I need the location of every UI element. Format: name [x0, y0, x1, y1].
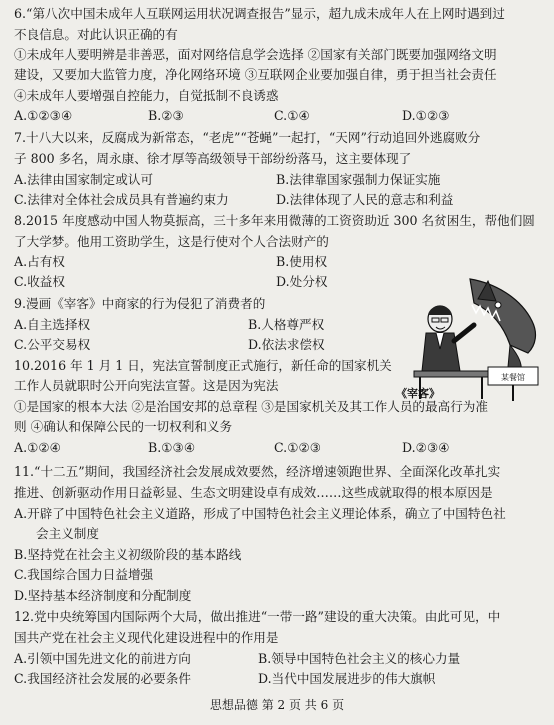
- q12-option-b: B.领导中国特色社会主义的核心力量: [258, 651, 461, 666]
- q10-option-d: D.②③④: [402, 440, 450, 455]
- q7-stem-line1: 7.十八大以来，反腐成为新常态，“老虎”“苍蝇”一起打，“天网”行动追回外逃腐败分: [14, 130, 481, 145]
- q11-option-c: C.我国综合国力日益增强: [14, 567, 154, 582]
- q6-option-d: D.①②③: [402, 108, 450, 123]
- q6-option-a: A.①②③④: [14, 108, 73, 123]
- q7-option-a: A.法律由国家制定或认可: [14, 172, 154, 187]
- q8-option-d: D.处分权: [276, 274, 328, 289]
- q10-option-c: C.①②③: [274, 440, 322, 455]
- q11-option-d: D.坚持基本经济制度和分配制度: [14, 588, 192, 603]
- q11-stem-line1: 11.“十二五”期间，我国经济社会发展成效要然，经济增速领跑世界、全面深化改革扎实: [14, 464, 501, 479]
- q6-stem-line2: 不良信息。对此认识正确的有: [14, 27, 178, 42]
- q9-option-b: B.人格尊严权: [248, 317, 325, 332]
- q10-stem-line2: 工作人员就职时公开向宪法宣誓。这是因为宪法: [14, 378, 279, 393]
- q11-option-a-line1: A.开辟了中国特色社会主义道路，形成了中国特色社会主义理论体系，确立了中国特色社: [14, 506, 506, 521]
- q12-option-a: A.引领中国先进文化的前进方向: [14, 651, 191, 666]
- q9-option-c: C.公平交易权: [14, 337, 91, 352]
- q9-option-a: A.自主选择权: [14, 317, 91, 332]
- q7-option-d: D.法律体现了人民的意志和利益: [276, 192, 454, 207]
- q6-option-b: B.②③: [148, 108, 184, 123]
- q9-option-d: D.依法求偿权: [248, 337, 325, 352]
- q10-statement-2: 则 ④确认和保障公民的一切权利和义务: [14, 419, 233, 434]
- q12-stem-line1: 12.党中央统筹国内国际两个大局，做出推进“一带一路”建设的重大决策。由此可见，中: [14, 609, 501, 624]
- q8-option-a: A.占有权: [14, 254, 65, 269]
- q10-option-a: A.①②④: [14, 440, 61, 455]
- q7-option-c: C.法律对全体社会成员具有普遍约束力: [14, 192, 229, 207]
- q11-option-b: B.坚持党在社会主义初级阶段的基本路线: [14, 547, 242, 562]
- q9-stem: 9.漫画《宰客》中商家的行为侵犯了消费者的: [14, 296, 266, 311]
- q10-statement-1: ①是国家的根本大法 ②是治国安邦的总章程 ③是国家机关及其工作人员的最高行为准: [14, 399, 488, 414]
- q8-option-c: C.收益权: [14, 274, 65, 289]
- q12-option-d: D.当代中国发展进步的伟大旗帜: [258, 671, 436, 686]
- q12-option-c: C.我国经济社会发展的必要条件: [14, 671, 191, 686]
- page-footer: 思想品德 第 2 页 共 6 页: [209, 698, 345, 712]
- q11-option-a-line2: 会主义制度: [36, 526, 99, 541]
- q10-stem-line1: 10.2016 年 1 月 1 日，宪法宣誓制度正式施行，新任命的国家机关: [14, 358, 392, 373]
- cartoon-title: 《宰客》: [396, 387, 440, 400]
- q7-stem-line2: 子 800 多名，周永康、徐才厚等高级领导干部纷纷落马，这主要体现了: [14, 151, 412, 166]
- q6-statement-2: 建设，又要加大监管力度，净化网络环境 ③互联网企业要加强自律，勇于担当社会责任: [14, 67, 497, 82]
- q10-option-b: B.①③④: [148, 440, 196, 455]
- q6-statement-1: ①未成年人要明辨是非善恶，面对网络信息学会选择 ②国家有关部门既要加强网络文明: [14, 47, 497, 62]
- q6-statement-3: ④未成年人要增强自控能力，自觉抵制不良诱惑: [14, 88, 279, 103]
- cartoon-sign-text: 某餐馆: [501, 373, 525, 382]
- q12-stem-line2: 国共产党在社会主义现代化建设进程中的作用是: [14, 630, 279, 645]
- q6-stem-line1: 6.“第八次中国未成年人互联网运用状况调查报告”显示，超九成未成年人在上网时遇到过: [14, 6, 505, 21]
- q11-stem-line2: 推进、创新驱动作用日益彰显、生态文明建设卓有成效……这些成就取得的根本原因是: [14, 485, 493, 500]
- q8-stem-line1: 8.2015 年度感动中国人物莫振高，三十多年来用微薄的工资资助近 300 名贫困生，帮他们圆: [14, 213, 535, 228]
- cartoon-zaike: [392, 275, 544, 403]
- q8-stem-line2: 了大学梦。他用工资助学生，这是行使对个人合法财产的: [14, 234, 329, 249]
- q6-option-c: C.①④: [274, 108, 310, 123]
- q7-option-b: B.法律靠国家强制力保证实施: [276, 172, 441, 187]
- q8-option-b: B.使用权: [276, 254, 328, 269]
